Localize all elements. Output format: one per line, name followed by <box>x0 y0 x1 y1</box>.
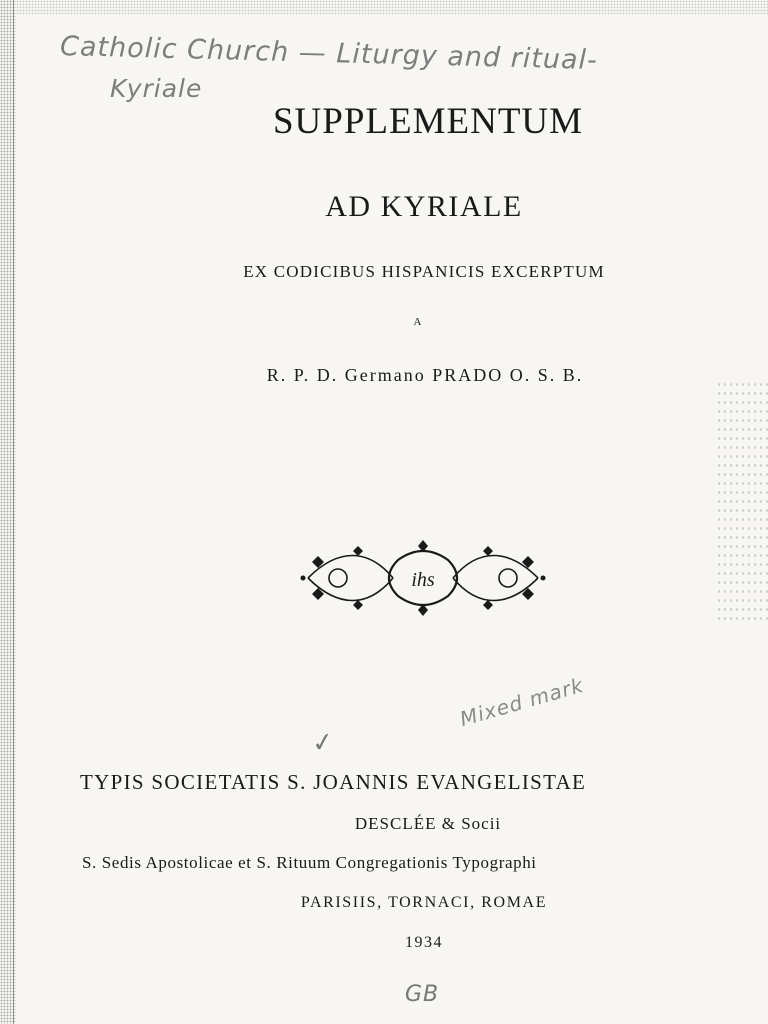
author-line: R. P. D. Germano PRADO O. S. B. <box>266 365 584 385</box>
publication-cities: PARISIIS, TORNACI, ROMAE <box>300 894 548 911</box>
handwritten-margin-note: Mixed mark <box>457 672 587 732</box>
binding-line <box>13 0 14 1024</box>
check-mark-icon: ✓ <box>310 726 336 760</box>
handwritten-shelf-note: GB <box>405 982 440 1007</box>
bleed-through-marks <box>716 380 768 620</box>
typographer-line: S. Sedis Apostolicae et S. Rituum Congregationis Typographi <box>82 853 537 872</box>
publisher-line: TYPIS SOCIETATIS S. JOANNIS EVANGELISTAE <box>80 770 587 794</box>
publisher-desclee: DESCLÉE & Socii <box>354 814 502 833</box>
monogram-text: ihs <box>411 569 435 591</box>
by-line-connector: A <box>413 316 423 328</box>
fleuron-ornament-icon <box>298 538 548 618</box>
publication-year: 1934 <box>405 934 443 951</box>
handwritten-subject-line-1: Catholic Church — Liturgy and ritual- <box>59 30 599 77</box>
excerpt-line: EX CODICIBUS HISPANICIS EXCERPTUM <box>243 262 605 281</box>
top-edge-speckle <box>16 0 768 14</box>
book-subtitle: AD KYRIALE <box>325 190 523 223</box>
book-title: SUPPLEMENTUM <box>272 101 584 142</box>
handwritten-subject-line-2: Kyriale <box>110 74 203 103</box>
